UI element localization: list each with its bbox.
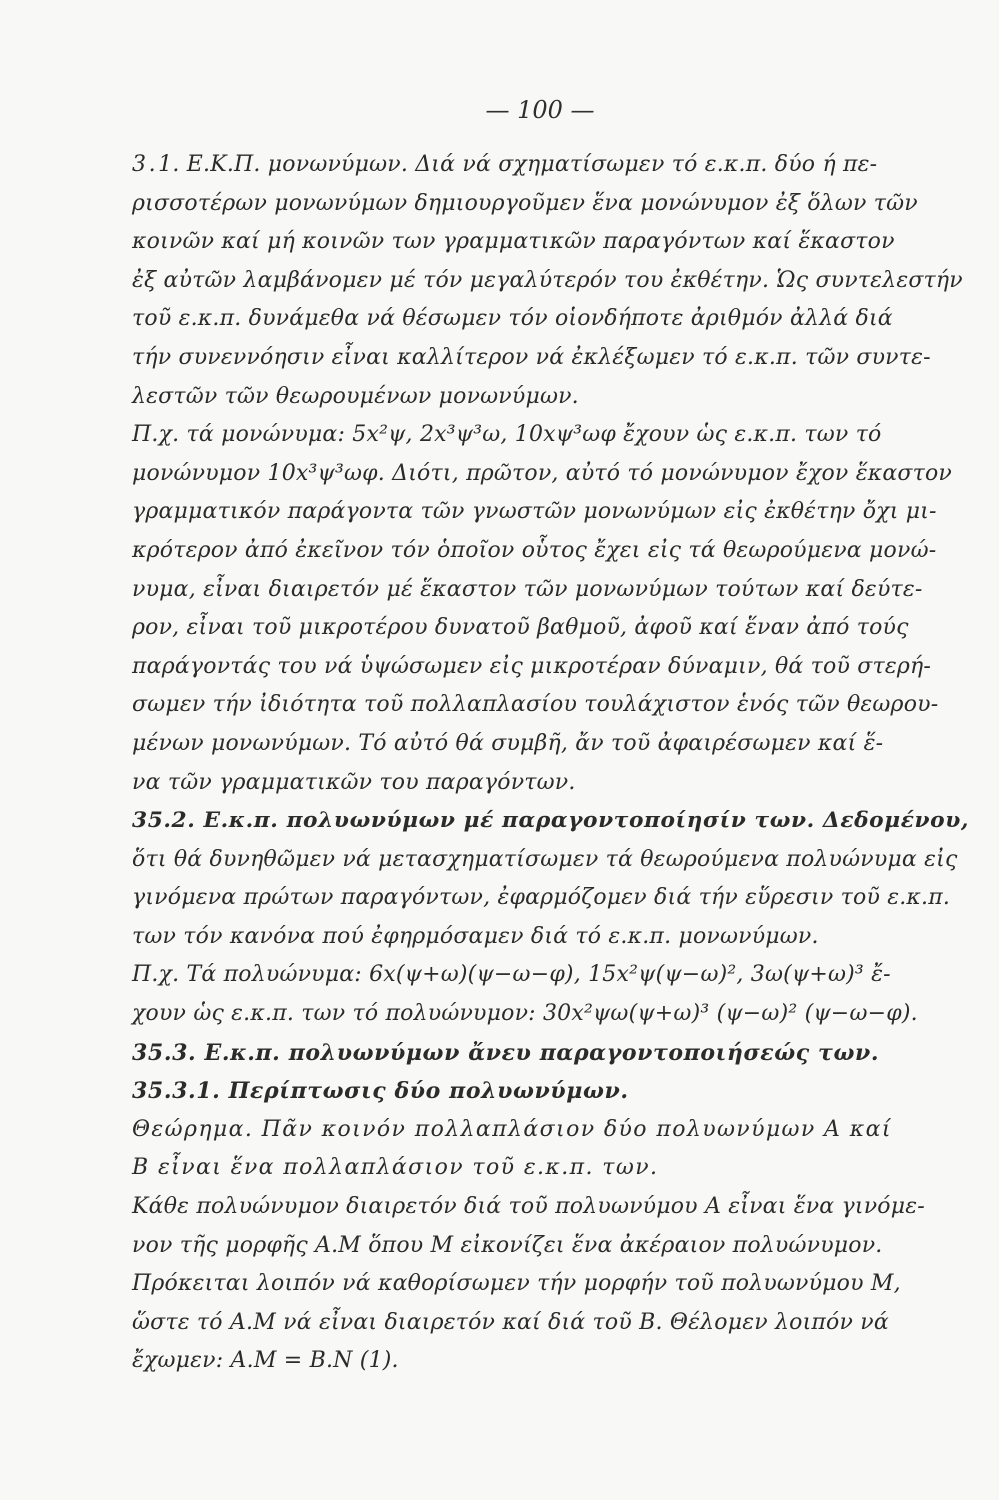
text-line: τήν συνεννόησιν εἶναι καλλίτερον νά ἐκλέξωμεν τό ε.κ.π. τῶν συντε-	[132, 344, 931, 370]
text-line: νυμα, εἶναι διαιρετόν μέ ἕκαστον τῶν μονωνύμων τούτων καί δεύτε-	[132, 576, 923, 602]
text-line: τοῦ ε.κ.π. δυνάμεθα νά θέσωμεν τόν οἱονδήποτε ἀριθμόν ἀλλά διά	[132, 306, 893, 332]
text-line: ρον, εἶναι τοῦ μικροτέρου δυνατοῦ βαθμοῦ, ἀφοῦ καί ἕναν ἀπό τούς	[132, 615, 909, 641]
page-number: — 100 —	[485, 96, 595, 124]
text-line: Κάθε πολυώνυμον διαιρετόν διά τοῦ πολυωνύμου Α εἶναι ἕνα γινόμε-	[132, 1194, 925, 1220]
text-line: ρισσοτέρων μονωνύμων δημιουργοῦμεν ἕνα μονώνυμον ἐξ ὅλων τῶν	[132, 190, 918, 216]
text-line: των τόν κανόνα πού ἐφηρμόσαμεν διά τό ε.κ.π. μονωνύμων.	[132, 923, 819, 949]
theorem-line: Β εἶναι ἕνα πολλαπλάσιον τοῦ ε.κ.π. των.	[132, 1155, 659, 1181]
section-heading-35-3: 35.3. Ε.κ.π. πολυωνύμων ἄνευ παραγοντοποιήσεώς των.	[132, 1039, 880, 1066]
text-line: νον τῆς μορφῆς Α.Μ ὅπου Μ εἰκονίζει ἕνα ἀκέραιον πολυώνυμον.	[132, 1232, 883, 1258]
text-line: να τῶν γραμματικῶν του παραγόντων.	[132, 769, 576, 795]
text-line: γινόμενα πρώτων παραγόντων, ἐφαρμόζομεν διά τήν εὕρεσιν τοῦ ε.κ.π.	[132, 885, 951, 911]
text-line: ὅτι θά δυνηθῶμεν νά μετασχηματίσωμεν τά θεωρούμενα πολυώνυμα εἰς	[132, 846, 958, 872]
section-heading-35-2: 35.2. Ε.κ.π. πολυωνύμων μέ παραγοντοποίησίν των. Δεδομένου,	[132, 808, 970, 834]
text-line: κοινῶν καί μή κοινῶν των γραμματικῶν παραγόντων καί ἕκαστον	[132, 229, 895, 255]
text-line: ἐξ αὐτῶν λαμβάνομεν μέ τόν μεγαλύτερόν του ἐκθέτην. Ὡς συντελεστήν	[132, 267, 963, 293]
text-line: 3 . 1. Ε.Κ.Π. μονωνύμων. Διά νά σχηματίσωμεν τό ε.κ.π. δύο ή πε-	[132, 152, 878, 177]
theorem-line: Θεώρημα. Πᾶν κοινόν πολλαπλάσιον δύο πολυωνύμων Α καί	[132, 1116, 892, 1142]
text-line: μένων μονωνύμων. Τό αὐτό θά συμβῆ, ἄν τοῦ ἀφαιρέσωμεν καί ἕ-	[132, 730, 884, 756]
section-heading-35-3-1: 35.3.1. Περίπτωσις δύο πολυωνύμων.	[132, 1078, 629, 1105]
text-line: μονώνυμον 10x³ψ³ωφ. Διότι, πρῶτον, αὐτό τό μονώνυμον ἔχον ἕκαστον	[132, 460, 952, 486]
page-body	[132, 146, 970, 1381]
text-line: γραμματικόν παράγοντα τῶν γνωστῶν μονωνύμων εἰς ἐκθέτην ὄχι μι-	[132, 499, 937, 525]
text-line: σωμεν τήν ἰδιότητα τοῦ πολλαπλασίου τουλάχιστον ἑνός τῶν θεωρου-	[132, 692, 939, 718]
text-line: λεστῶν τῶν θεωρουμένων μονωνύμων.	[132, 383, 579, 409]
text-line: ὥστε τό Α.Μ νά εἶναι διαιρετόν καί διά τοῦ Β. Θέλομεν λοιπόν νά	[132, 1309, 889, 1335]
text-line: Πρόκειται λοιπόν νά καθορίσωμεν τήν μορφήν τοῦ πολυωνύμου Μ,	[132, 1271, 901, 1297]
example-line: Π.χ. τά μονώνυμα: 5x²ψ, 2x³ψ³ω, 10xψ³ωφ ἔχουν ὡς ε.κ.π. των τό	[132, 422, 882, 448]
text-line: χουν ὡς ε.κ.π. των τό πολυώνυμον: 30x²ψω(ψ+ω)³ (ψ−ω)² (ψ−ω−φ).	[132, 1001, 918, 1027]
equation-line: ἔχωμεν: Α.Μ = Β.Ν (1).	[132, 1348, 399, 1374]
text-line: παράγοντάς του νά ὑψώσωμεν εἰς μικροτέραν δύναμιν, θά τοῦ στερή-	[132, 653, 931, 679]
example-line: Π.χ. Τά πολυώνυμα: 6x(ψ+ω)(ψ−ω−φ), 15x²ψ(ψ−ω)², 3ω(ψ+ω)³ ἔ-	[132, 962, 891, 988]
text-line: κρότερον ἀπό ἐκεῖνον τόν ὁποῖον οὗτος ἔχει εἰς τά θεωρούμενα μονώ-	[132, 537, 937, 563]
